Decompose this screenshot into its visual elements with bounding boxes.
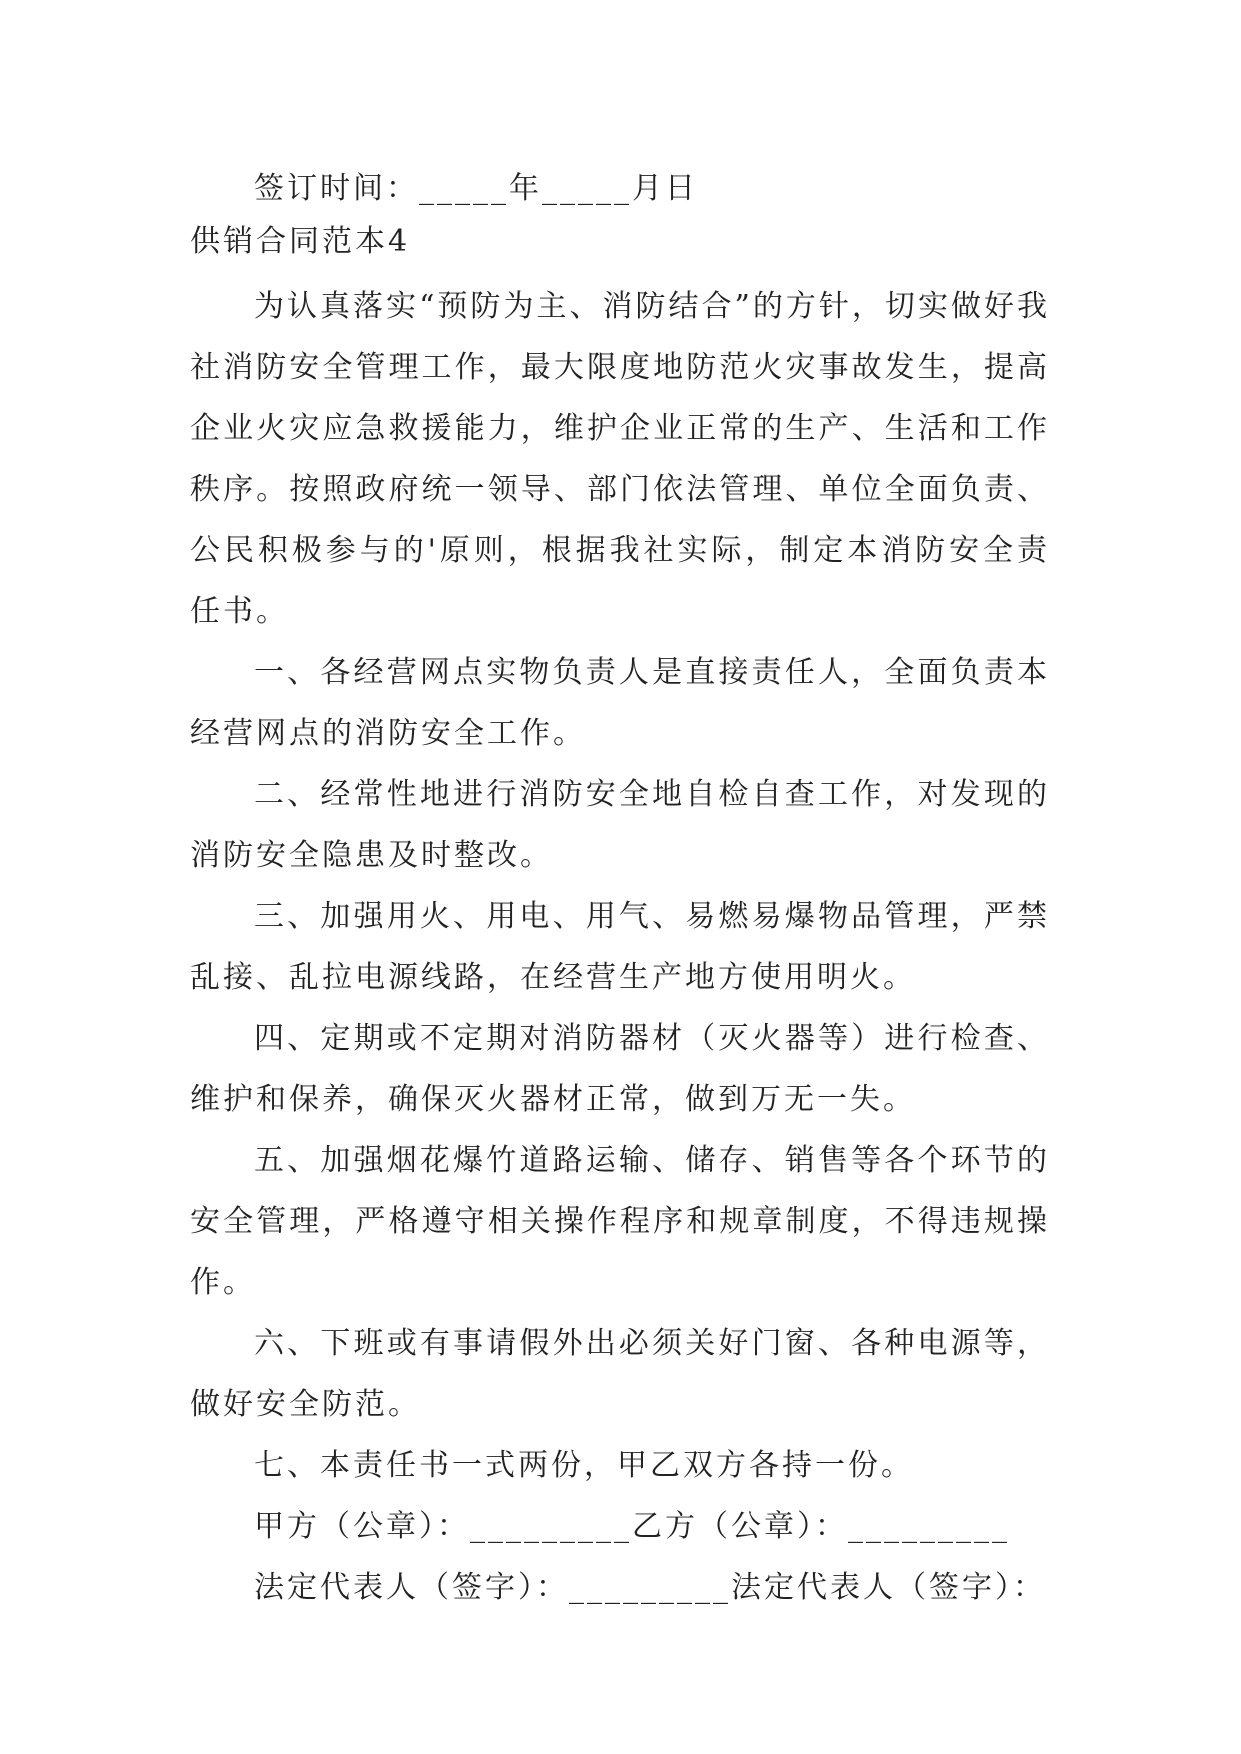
clause-4: 四、定期或不定期对消防器材（灭火器等）进行检查、维护和保养，确保灭火器材正常，做到万无一失。 [190, 1021, 1050, 1117]
clause-5: 五、加强烟花爆竹道路运输、储存、销售等各个环节的安全管理，严格遵守相关操作程序和规章制度，不得违规操作。 [190, 1143, 1050, 1300]
signing-time: 签订时间：_____年_____月日 [254, 171, 698, 206]
clause-2: 二、经常性地进行消防安全地自检自查工作，对发现的消防安全隐患及时整改。 [190, 777, 1050, 873]
document-body [190, 158, 1050, 1618]
clause-7: 七、本责任书一式两份，甲乙双方各持一份。 [254, 1448, 914, 1483]
representative-line: 法定代表人（签字）：_________法定代表人（签字）： [254, 1570, 1046, 1605]
intro-paragraph: 为认真落实“预防为主、消防结合”的方针，切实做好我社消防安全管理工作，最大限度地防范火灾事故发生，提高企业火灾应急救援能力，维护企业正常的生产、生活和工作秩序。按照政府统一领导、部门依法管理、单位全面负责、公民积极参与的'原则，根据我社实际，制定本消防安全责任书。 [190, 289, 1050, 629]
document-title: 供销合同范本4 [190, 224, 411, 259]
clause-1: 一、各经营网点实物负责人是直接责任人，全面负责本经营网点的消防安全工作。 [190, 655, 1050, 751]
clause-6: 六、下班或有事请假外出必须关好门窗、各种电源等，做好安全防范。 [190, 1326, 1050, 1422]
clause-3: 三、加强用火、用电、用气、易燃易爆物品管理，严禁乱接、乱拉电源线路，在经营生产地方使用明火。 [190, 899, 1050, 995]
seal-line: 甲方（公章）：_________乙方（公章）：_________ [254, 1509, 1010, 1544]
